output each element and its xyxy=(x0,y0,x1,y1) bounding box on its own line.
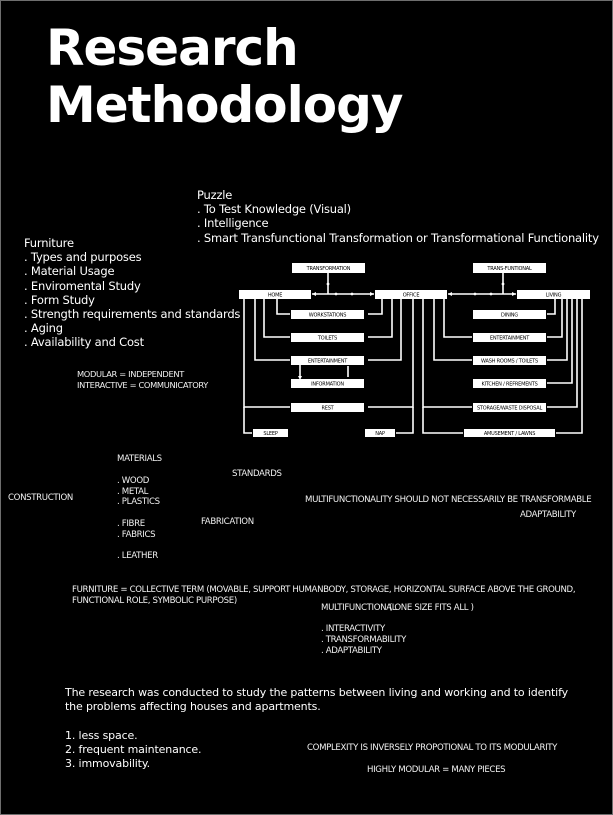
multifunctional-item: . ADAPTABILITY xyxy=(321,645,382,656)
puzzle-item: . Smart Transfunctional Transformation or Transformational Functionality xyxy=(197,230,599,245)
material-item: . LEATHER xyxy=(117,551,158,561)
title-line-1: Research xyxy=(46,19,298,77)
highly-modular-note: HIGHLY MODULAR = MANY PIECES xyxy=(367,765,506,775)
puzzle-item: . To Test Knowledge (Visual) xyxy=(197,202,351,217)
svg-text:HOME: HOME xyxy=(267,292,283,299)
multifunctional-list xyxy=(321,624,406,656)
material-item: . FABRICS xyxy=(117,529,156,540)
material-item: . PLASTICS xyxy=(117,497,160,508)
construction-label: CONSTRUCTION xyxy=(8,493,73,503)
node-toilets xyxy=(291,333,364,342)
adaptability-label: ADAPTABILITY xyxy=(520,510,576,520)
interactive-definition: INTERACTIVE = COMMUNICATORY xyxy=(77,380,209,390)
node-sleep xyxy=(253,429,288,437)
svg-text:INFORMATION: INFORMATION xyxy=(311,381,344,388)
puzzle-item: . Intelligence xyxy=(197,216,269,231)
node-workstations xyxy=(291,310,364,319)
node-trans-functional xyxy=(473,263,546,273)
modular-definition: MODULAR = INDEPENDENT xyxy=(77,369,184,379)
node-rest xyxy=(291,403,364,412)
furniture-item: . Availability and Cost xyxy=(24,335,144,350)
fabrication-label: FABRICATION xyxy=(201,517,254,527)
furniture-item: . Material Usage xyxy=(24,264,115,279)
puzzle-heading: Puzzle xyxy=(197,188,233,202)
problem-item: 1. less space. xyxy=(65,729,138,742)
svg-text:NAP: NAP xyxy=(375,431,385,438)
svg-text:ENTERTAINMENT: ENTERTAINMENT xyxy=(307,358,348,365)
svg-text:WORKSTATIONS: WORKSTATIONS xyxy=(308,312,347,319)
node-living xyxy=(517,290,590,299)
furniture-definition-line-1: FURNITURE = COLLECTIVE TERM (MOVABLE, SUPPORT HUMANBODY, STORAGE, HORIZONTAL SURFACE ABOVE THE GROUND, xyxy=(72,585,576,595)
research-line-2: the problems affecting houses and apartments. xyxy=(65,700,321,713)
multifunctional-item: . INTERACTIVITY xyxy=(321,624,385,634)
svg-text:OFFICE: OFFICE xyxy=(402,292,420,299)
svg-text:KITCHEN / REFREMENTS: KITCHEN / REFREMENTS xyxy=(481,381,538,388)
furniture-item: . Enviromental Study xyxy=(24,278,141,293)
svg-text:LIVING: LIVING xyxy=(545,292,562,299)
research-line-1: The research was conducted to study the patterns between living and working and to identify xyxy=(65,686,568,699)
svg-text:DINING: DINING xyxy=(501,312,518,319)
material-item: . FIBRE xyxy=(117,519,145,529)
materials-heading: MATERIALS xyxy=(117,454,162,464)
node-nap xyxy=(365,429,395,437)
svg-text:ENTERTAINMENT: ENTERTAINMENT xyxy=(489,335,530,342)
svg-text:TRANSFORMATION: TRANSFORMATION xyxy=(306,266,351,272)
node-office xyxy=(375,290,447,299)
svg-text:TOILETS: TOILETS xyxy=(317,335,338,342)
svg-text:WASH ROOMS / TOILETS: WASH ROOMS / TOILETS xyxy=(481,358,538,365)
node-entertainment-left xyxy=(291,356,364,365)
svg-text:STORAGE/WASTE DISPOSAL: STORAGE/WASTE DISPOSAL xyxy=(476,405,543,412)
node-transformation xyxy=(292,263,365,273)
furniture-item: . Form Study xyxy=(24,292,95,307)
node-dining xyxy=(473,310,546,319)
problem-item: 2. frequent maintenance. xyxy=(65,743,202,756)
svg-text:SLEEP: SLEEP xyxy=(263,431,278,438)
standards-label: STANDARDS xyxy=(232,469,282,479)
node-entertainment-right xyxy=(473,333,546,342)
furniture-item: . Strength requirements and standards xyxy=(24,307,241,322)
node-amusement xyxy=(464,429,555,437)
node-storage xyxy=(473,403,546,412)
title-line-2: Methodology xyxy=(46,76,403,134)
svg-text:REST: REST xyxy=(321,405,334,412)
materials-group-2 xyxy=(117,519,155,540)
node-kitchen xyxy=(473,379,546,388)
material-item: . WOOD xyxy=(117,476,150,486)
problem-item: 3. immovability. xyxy=(65,757,150,770)
complexity-note: COMPLEXITY IS INVERSELY PROPOTIONAL TO ITS MODULARITY xyxy=(307,743,558,753)
material-item: . METAL xyxy=(117,486,149,497)
multifunctional-item: . TRANSFORMABILITY xyxy=(321,634,407,645)
multifunctionality-note: MULTIFUNCTIONALITY SHOULD NOT NECESSARILY BE TRANSFORMABLE xyxy=(305,495,592,505)
multifunctional-subtitle: ( ONE SIZE FITS ALL ) xyxy=(389,603,474,613)
furniture-definition-line-2: FUNCTIONAL ROLE, SYMBOLIC PURPOSE) xyxy=(72,596,237,606)
node-home xyxy=(239,290,311,299)
node-wash-rooms xyxy=(473,356,546,365)
furniture-item: . Types and purposes xyxy=(24,250,142,265)
svg-text:TRANS-FUNTIONAL: TRANS-FUNTIONAL xyxy=(487,266,532,272)
problems-list xyxy=(65,729,201,771)
materials-group-1 xyxy=(117,476,160,508)
furniture-heading: Furniture xyxy=(24,236,74,250)
research-paragraph xyxy=(65,686,568,714)
svg-text:AMUSEMENT / LAWNS: AMUSEMENT / LAWNS xyxy=(483,431,536,438)
node-information xyxy=(291,379,364,388)
multifunctional-heading: MULTIFUNCTIONAL xyxy=(321,603,397,613)
furniture-item: . Aging xyxy=(24,321,63,336)
